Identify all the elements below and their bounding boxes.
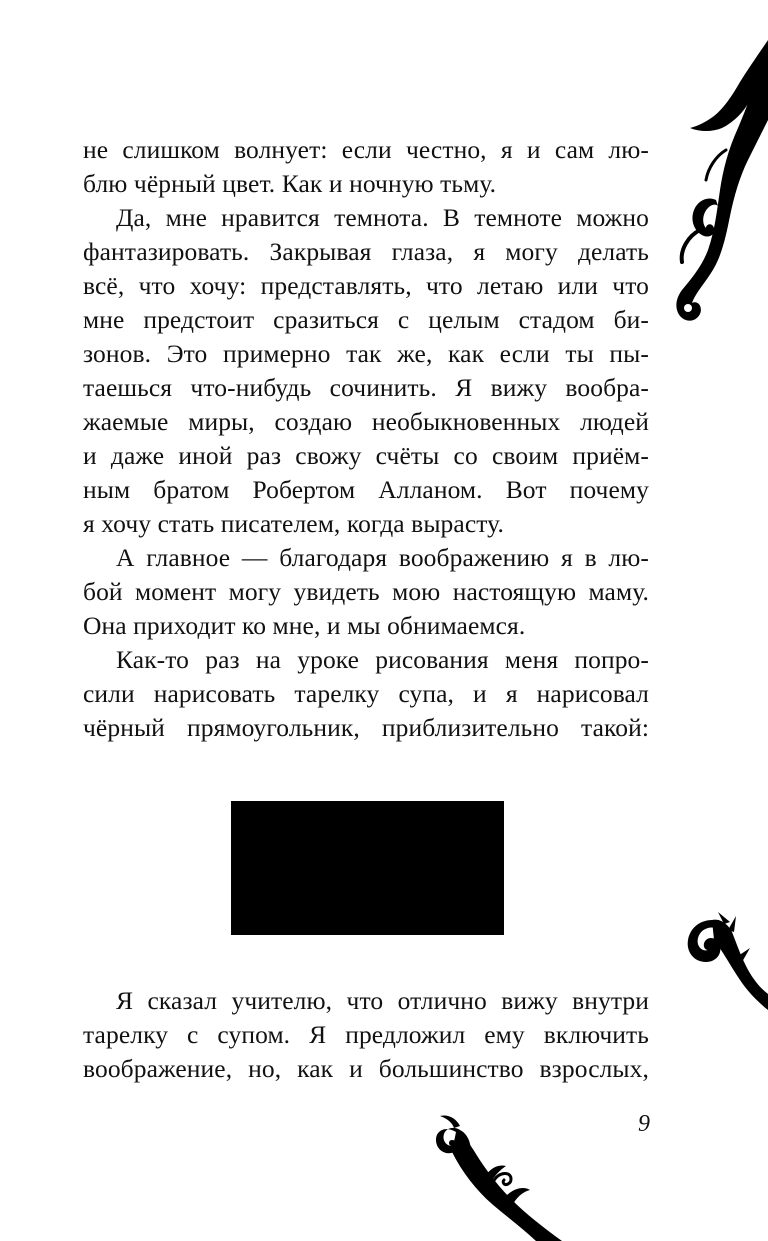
text-line: Она приходит ко мне, и мы обнимаемся.: [83, 611, 526, 640]
text-line: я хочу стать писателем, когда вырасту.: [83, 509, 504, 538]
text-line: и даже иной раз свожу счёты со своим приём-: [83, 441, 649, 470]
text-line: жаемые миры, создаю необыкновенных людей: [83, 407, 649, 436]
text-line: чёрный прямоугольник, приблизительно такой:: [83, 713, 649, 742]
top-right-vine-ornament: [668, 0, 768, 330]
text-line: мне предстоит сразиться с целым стадом би-: [83, 305, 649, 334]
page-number: 9: [638, 1111, 650, 1137]
text-line: тарелку с супом. Я предложил ему включить: [83, 1020, 649, 1049]
text-line: бой момент могу увидеть мою настоящую маму.: [83, 577, 649, 606]
right-vine-ornament: [684, 910, 768, 1020]
text-line: всё, что хочу: представлять, что летаю или что: [83, 271, 649, 300]
text-line: сили нарисовать тарелку супа, и я нарисовал: [83, 679, 649, 708]
text-line: не слишком волнует: если честно, я и сам лю-: [83, 135, 649, 164]
text-line: фантазировать. Закрывая глаза, я могу делать: [83, 237, 649, 266]
text-line: ным братом Робертом Алланом. Вот почему: [83, 475, 649, 504]
text-line: Да, мне нравится темнота. В темноте можно: [116, 203, 649, 232]
text-line: зонов. Это примерно так же, как если ты пы-: [83, 339, 649, 368]
bottom-vine-ornament: [432, 1112, 562, 1241]
text-line: Я сказал учителю, что отлично вижу внутри: [116, 986, 649, 1015]
text-line: воображение, но, как и большинство взрослых,: [83, 1054, 649, 1083]
text-line: Как-то раз на уроке рисования меня попро-: [116, 645, 649, 674]
black-rectangle-drawing: [231, 801, 504, 935]
text-line: А главное — благодаря воображению я в лю-: [116, 543, 649, 572]
text-line: блю чёрный цвет. Как и ночную тьму.: [83, 169, 497, 198]
text-line: таешься что-нибудь сочинить. Я вижу вообра-: [83, 373, 649, 402]
